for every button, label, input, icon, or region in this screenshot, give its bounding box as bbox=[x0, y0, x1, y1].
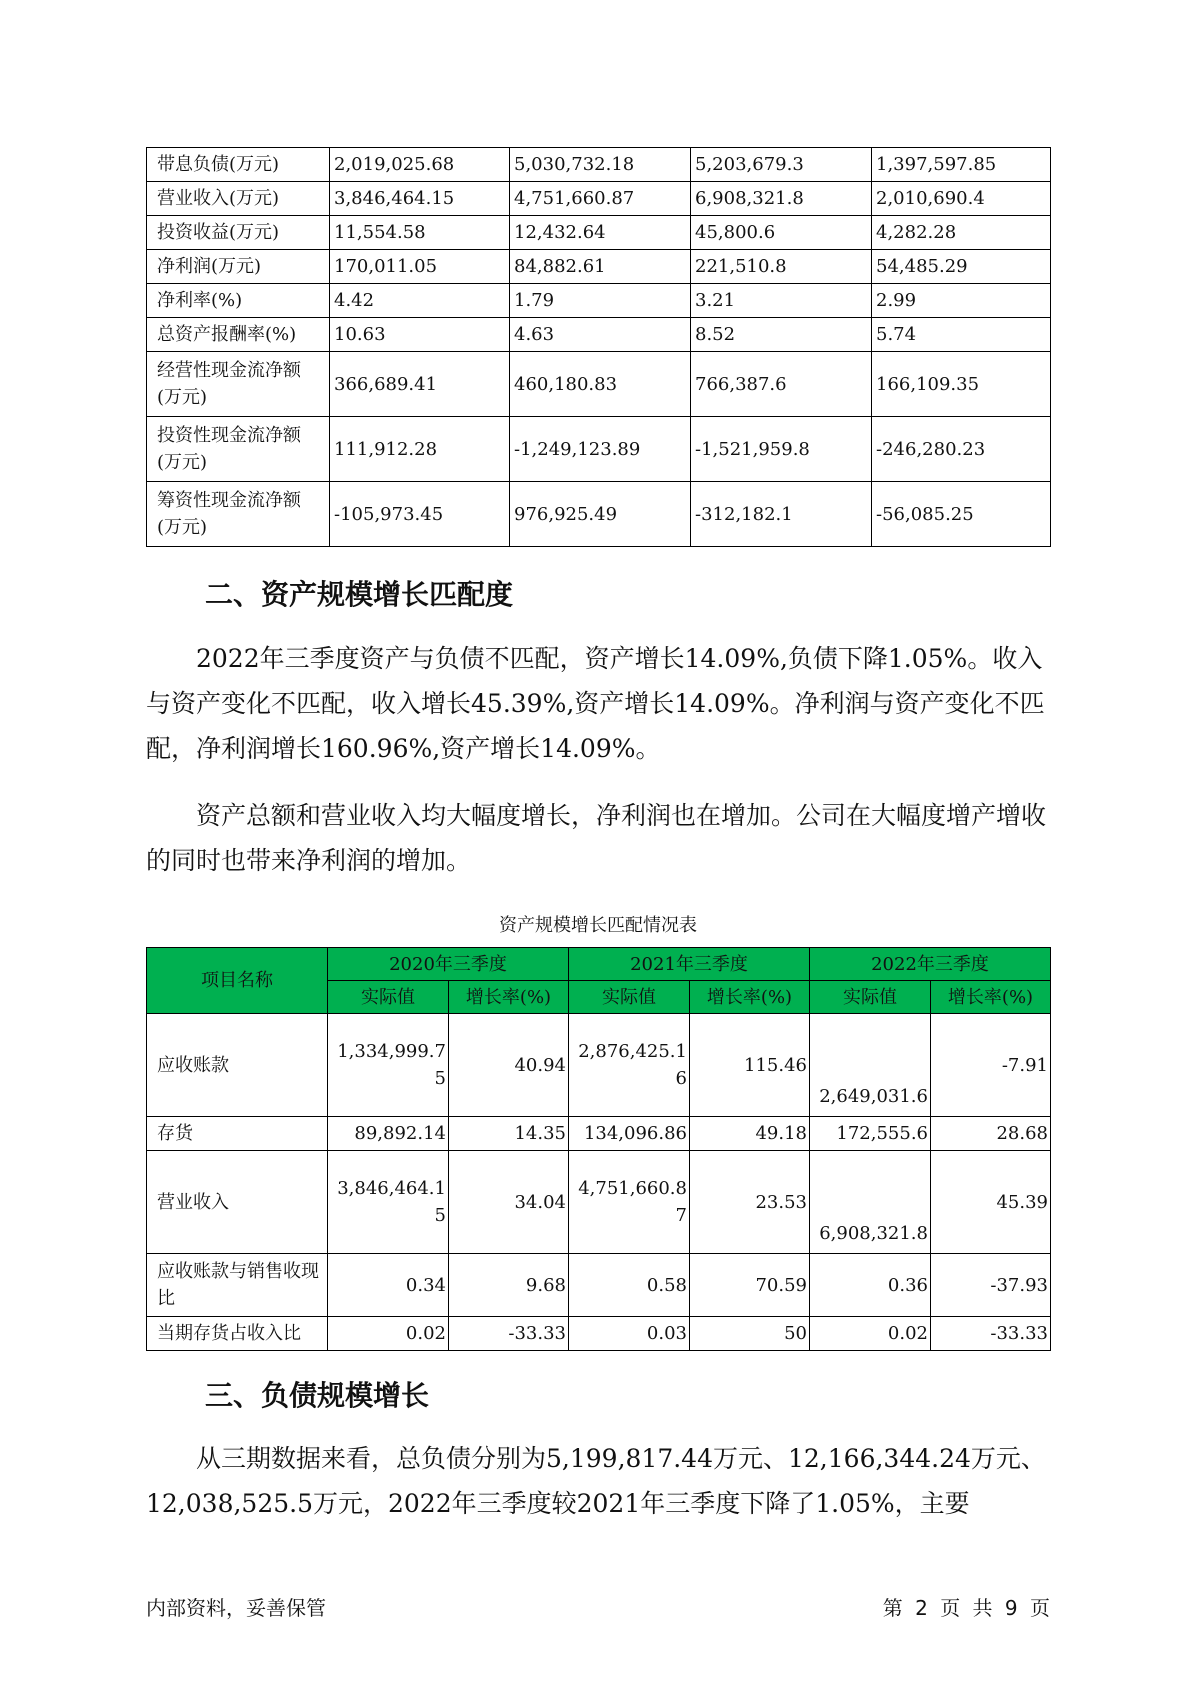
cell-value: 460,180.83 bbox=[510, 352, 691, 417]
table-row bbox=[147, 318, 1051, 352]
cell-value: -7.91 bbox=[931, 1014, 1051, 1117]
row-label: 营业收入(万元) bbox=[147, 182, 330, 216]
cell-value: 221,510.8 bbox=[691, 250, 872, 284]
cell-value: 3,846,464.15 bbox=[328, 1151, 449, 1254]
cell-value: 166,109.35 bbox=[872, 352, 1051, 417]
cell-value: 0.03 bbox=[569, 1317, 690, 1351]
cell-value: 5.74 bbox=[872, 318, 1051, 352]
row-label: 投资性现金流净额(万元) bbox=[147, 417, 330, 482]
cell-value: 2,876,425.16 bbox=[569, 1014, 690, 1117]
row-label: 经营性现金流净额(万元) bbox=[147, 352, 330, 417]
table-row bbox=[147, 352, 1051, 417]
cell-value: 1.79 bbox=[510, 284, 691, 318]
cell-value: 4,751,660.87 bbox=[569, 1151, 690, 1254]
cell-value: 34.04 bbox=[449, 1151, 569, 1254]
cell-value: 8.52 bbox=[691, 318, 872, 352]
paragraph: 从三期数据来看，总负债分别为5,199,817.44万元、12,166,344.24万元、12,038,525.5万元，2022年三季度较2021年三季度下降了1.05%，主要 bbox=[146, 1444, 1046, 1518]
cell-value: 4,751,660.87 bbox=[510, 182, 691, 216]
cell-value: 4,282.28 bbox=[872, 216, 1051, 250]
cell-value: 28.68 bbox=[931, 1117, 1051, 1151]
cell-value: 45,800.6 bbox=[691, 216, 872, 250]
cell-value: 2.99 bbox=[872, 284, 1051, 318]
cell-value: 2,649,031.6 bbox=[810, 1014, 931, 1117]
paragraph: 资产总额和营业收入均大幅度增长，净利润也在增加。公司在大幅度增产增收的同时也带来净利润的增加。 bbox=[146, 801, 1047, 875]
table-row bbox=[147, 216, 1051, 250]
cell-value: 0.02 bbox=[810, 1317, 931, 1351]
table-row bbox=[147, 182, 1051, 216]
cell-value: 3,846,464.15 bbox=[330, 182, 510, 216]
row-label: 筹资性现金流净额(万元) bbox=[147, 482, 330, 547]
table-row bbox=[147, 250, 1051, 284]
row-label: 总资产报酬率(%) bbox=[147, 318, 330, 352]
cell-value: 11,554.58 bbox=[330, 216, 510, 250]
cell-value: 23.53 bbox=[690, 1151, 810, 1254]
cell-value: -105,973.45 bbox=[330, 482, 510, 547]
cell-value: 1,397,597.85 bbox=[872, 148, 1051, 182]
header-period: 2020年三季度 bbox=[328, 948, 569, 981]
cell-value: 4.63 bbox=[510, 318, 691, 352]
cell-value: 2,010,690.4 bbox=[872, 182, 1051, 216]
table-row bbox=[147, 1254, 1051, 1317]
header-actual: 实际值 bbox=[810, 981, 931, 1014]
header-growth: 增长率(%) bbox=[449, 981, 569, 1014]
cell-value: 2,019,025.68 bbox=[330, 148, 510, 182]
cell-value: 170,011.05 bbox=[330, 250, 510, 284]
header-period: 2021年三季度 bbox=[569, 948, 810, 981]
cell-value: 84,882.61 bbox=[510, 250, 691, 284]
cell-value: 366,689.41 bbox=[330, 352, 510, 417]
table-row bbox=[147, 1014, 1051, 1117]
table-row bbox=[147, 1317, 1051, 1351]
cell-value: -37.93 bbox=[931, 1254, 1051, 1317]
header-row bbox=[147, 948, 1051, 981]
cell-value: 4.42 bbox=[330, 284, 510, 318]
table-row bbox=[147, 1151, 1051, 1254]
section-heading-asset-scale: 二、资产规模增长匹配度 bbox=[205, 578, 514, 611]
cell-value: 0.02 bbox=[328, 1317, 449, 1351]
cell-value: 54,485.29 bbox=[872, 250, 1051, 284]
cell-value: -33.33 bbox=[449, 1317, 569, 1351]
cell-value: -33.33 bbox=[931, 1317, 1051, 1351]
table-row bbox=[147, 1117, 1051, 1151]
cell-value: 766,387.6 bbox=[691, 352, 872, 417]
cell-value: 115.46 bbox=[690, 1014, 810, 1117]
cell-value: 0.36 bbox=[810, 1254, 931, 1317]
cell-value: 40.94 bbox=[449, 1014, 569, 1117]
cell-value: 0.58 bbox=[569, 1254, 690, 1317]
row-label: 投资收益(万元) bbox=[147, 216, 330, 250]
row-label: 净利率(%) bbox=[147, 284, 330, 318]
row-label: 应收账款与销售收现比 bbox=[147, 1254, 328, 1317]
cell-value: 111,912.28 bbox=[330, 417, 510, 482]
cell-value: 1,334,999.75 bbox=[328, 1014, 449, 1117]
header-growth: 增长率(%) bbox=[931, 981, 1051, 1014]
footer-confidential-note: 内部资料，妥善保管 bbox=[146, 1596, 326, 1620]
cell-value: 12,432.64 bbox=[510, 216, 691, 250]
table-row bbox=[147, 482, 1051, 547]
header-actual: 实际值 bbox=[328, 981, 449, 1014]
cell-value: 5,030,732.18 bbox=[510, 148, 691, 182]
cell-value: 3.21 bbox=[691, 284, 872, 318]
table-row bbox=[147, 148, 1051, 182]
cell-value: 9.68 bbox=[449, 1254, 569, 1317]
asset-growth-match-table bbox=[146, 947, 1051, 1351]
cell-value: 134,096.86 bbox=[569, 1117, 690, 1151]
cell-value: -1,521,959.8 bbox=[691, 417, 872, 482]
row-label: 营业收入 bbox=[147, 1151, 328, 1254]
row-label: 应收账款 bbox=[147, 1014, 328, 1117]
row-label: 带息负债(万元) bbox=[147, 148, 330, 182]
header-period: 2022年三季度 bbox=[810, 948, 1051, 981]
cell-value: 45.39 bbox=[931, 1151, 1051, 1254]
cell-value: 70.59 bbox=[690, 1254, 810, 1317]
cell-value: 50 bbox=[690, 1317, 810, 1351]
cell-value: -1,249,123.89 bbox=[510, 417, 691, 482]
cell-value: -312,182.1 bbox=[691, 482, 872, 547]
footer-page-number: 第 2 页 共 9 页 bbox=[882, 1596, 1050, 1620]
table-caption: 资产规模增长匹配情况表 bbox=[499, 915, 697, 936]
cell-value: 5,203,679.3 bbox=[691, 148, 872, 182]
cell-value: 172,555.6 bbox=[810, 1117, 931, 1151]
cell-value: 89,892.14 bbox=[328, 1117, 449, 1151]
cell-value: 14.35 bbox=[449, 1117, 569, 1151]
header-actual: 实际值 bbox=[569, 981, 690, 1014]
row-label: 当期存货占收入比 bbox=[147, 1317, 328, 1351]
header-item-name: 项目名称 bbox=[147, 948, 328, 1014]
cell-value: 976,925.49 bbox=[510, 482, 691, 547]
paragraph: 2022年三季度资产与负债不匹配，资产增长14.09%,负债下降1.05%。收入与资产变化不匹配，收入增长45.39%,资产增长14.09%。净利润与资产变化不匹配，净利润增长160.96%,资产增长14.09%。 bbox=[146, 644, 1045, 763]
financial-data-table bbox=[146, 147, 1051, 547]
cell-value: 0.34 bbox=[328, 1254, 449, 1317]
row-label: 存货 bbox=[147, 1117, 328, 1151]
header-growth: 增长率(%) bbox=[690, 981, 810, 1014]
table-row bbox=[147, 417, 1051, 482]
cell-value: 6,908,321.8 bbox=[810, 1151, 931, 1254]
cell-value: -246,280.23 bbox=[872, 417, 1051, 482]
row-label: 净利润(万元) bbox=[147, 250, 330, 284]
table-row bbox=[147, 284, 1051, 318]
cell-value: 49.18 bbox=[690, 1117, 810, 1151]
cell-value: -56,085.25 bbox=[872, 482, 1051, 547]
cell-value: 10.63 bbox=[330, 318, 510, 352]
cell-value: 6,908,321.8 bbox=[691, 182, 872, 216]
section-heading-liability-scale: 三、负债规模增长 bbox=[205, 1379, 430, 1412]
